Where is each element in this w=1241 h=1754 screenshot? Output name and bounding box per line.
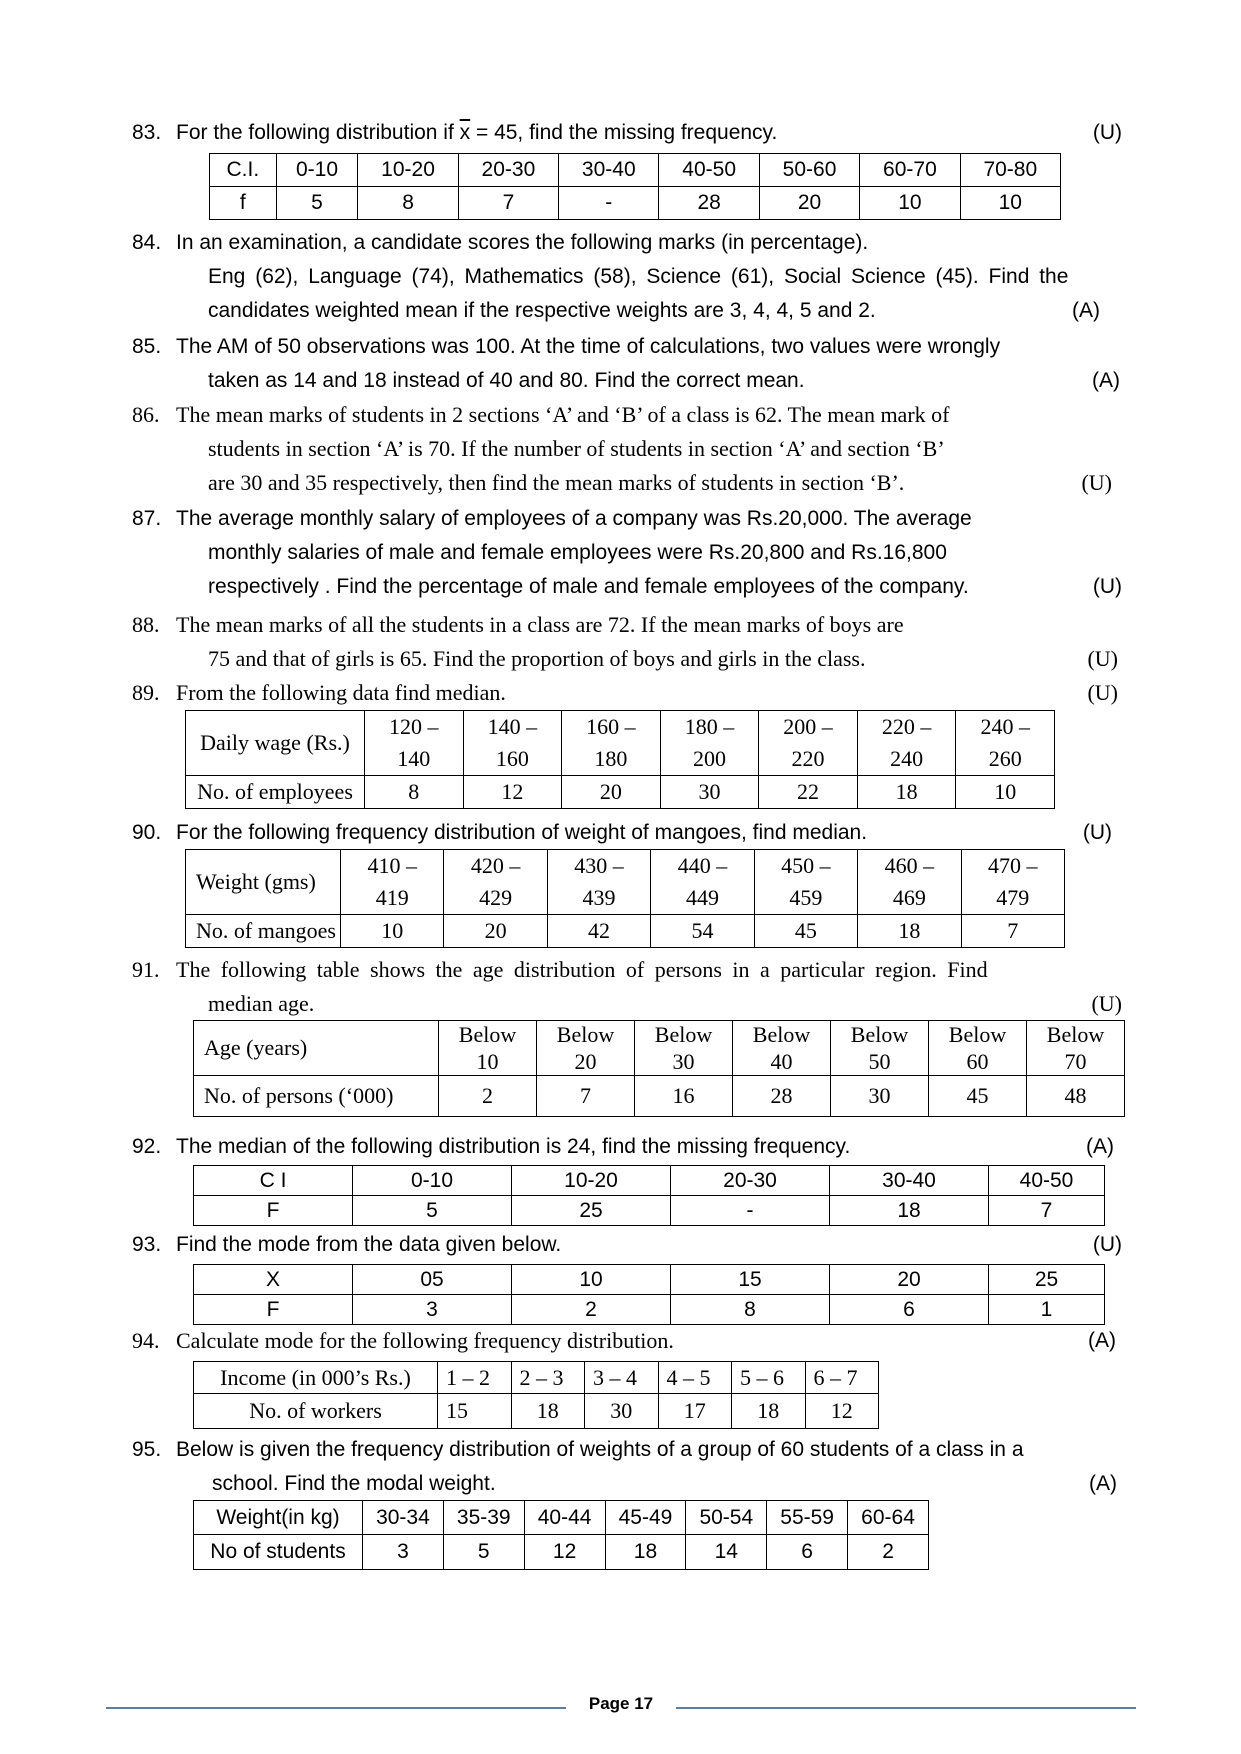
table-cell: 50 xyxy=(831,1049,929,1076)
table-cell: 5 xyxy=(276,187,358,220)
table-cell: 3 xyxy=(363,1535,444,1570)
table-row xyxy=(194,1295,1105,1325)
table-cell: 15 xyxy=(671,1265,830,1295)
question-93 xyxy=(132,1228,1122,1262)
table-cell: 200 – xyxy=(759,711,858,744)
table-cell: 12 xyxy=(463,776,562,809)
table-cell: 449 xyxy=(651,882,754,915)
table-cell: 260 xyxy=(956,743,1055,776)
table-cell: 2 – 3 xyxy=(511,1362,585,1394)
question-text: respectively . Find the percentage of male and female employees of the company. xyxy=(208,575,969,598)
table-cell: 6 – 7 xyxy=(805,1362,879,1394)
table-cell: 40-44 xyxy=(524,1501,605,1535)
table-cell: 8 xyxy=(671,1295,830,1325)
table-cell: 419 xyxy=(341,882,444,915)
question-94 xyxy=(132,1324,1116,1358)
table-cell: 28 xyxy=(733,1076,831,1117)
table-header-row xyxy=(194,1501,929,1535)
question-number: 87. xyxy=(132,507,162,530)
question-text: The median of the following distribution is 24, find the missing frequency. xyxy=(176,1135,851,1158)
question-number: 84. xyxy=(132,231,162,254)
table-cell: Below xyxy=(439,1021,537,1050)
table-cell: 20-30 xyxy=(671,1166,830,1196)
x-bar-symbol: $\overline{x}$ xyxy=(459,121,471,144)
difficulty-tag: (U) xyxy=(1087,680,1118,705)
table-cell: 0-10 xyxy=(276,154,358,187)
table-row-label: No. of persons (‘000) xyxy=(194,1076,439,1117)
table-row-label: Weight (gms) xyxy=(186,850,341,915)
page-footer xyxy=(106,1692,1136,1722)
table-cell: 8 xyxy=(358,187,458,220)
table-cell: 18 xyxy=(605,1535,686,1570)
table-q95 xyxy=(193,1500,929,1570)
table-cell: C I xyxy=(194,1166,353,1196)
difficulty-tag: (A) xyxy=(1092,369,1120,392)
table-header-row xyxy=(194,1265,1105,1295)
question-number: 92. xyxy=(132,1135,162,1158)
table-cell: 450 – xyxy=(754,850,857,883)
table-cell: No of students xyxy=(194,1535,363,1570)
question-88 xyxy=(132,608,1122,676)
table-row xyxy=(210,187,1061,220)
table-cell: 45 xyxy=(929,1076,1027,1117)
table-cell: 220 xyxy=(759,743,858,776)
table-cell: 60 xyxy=(929,1049,1027,1076)
table-cell: 1 – 2 xyxy=(438,1362,512,1394)
table-cell: 479 xyxy=(961,882,1064,915)
difficulty-tag: (A) xyxy=(1086,1135,1114,1158)
question-86 xyxy=(132,398,1122,500)
question-text: Find the mode from the data given below. xyxy=(176,1233,562,1256)
table-cell: 5 xyxy=(353,1196,512,1226)
table-cell: 4 – 5 xyxy=(658,1362,732,1394)
question-text: students in section ‘A’ is 70. If the number of students in section ‘A’ and section ‘B’ xyxy=(208,436,945,461)
table-cell: 430 – xyxy=(547,850,650,883)
question-text: The average monthly salary of employees of a company was Rs.20,000. The average xyxy=(176,507,972,530)
table-cell: 10-20 xyxy=(358,154,458,187)
table-row xyxy=(186,915,1065,948)
table-cell: Below xyxy=(635,1021,733,1050)
question-number: 86. xyxy=(132,402,160,427)
table-cell: f xyxy=(210,187,277,220)
question-number: 88. xyxy=(132,612,160,637)
table-row xyxy=(194,1535,929,1570)
table-cell: 16 xyxy=(635,1076,733,1117)
table-row xyxy=(194,1196,1105,1226)
table-header-row xyxy=(210,154,1061,187)
question-number: 85. xyxy=(132,335,162,358)
question-text: candidates weighted mean if the respective weights are 3, 4, 4, 5 and 2. xyxy=(208,299,876,322)
question-text: Calculate mode for the following frequency distribution. xyxy=(176,1328,674,1353)
table-cell: C.I. xyxy=(210,154,277,187)
table-header-row xyxy=(194,1166,1105,1196)
difficulty-tag: (U) xyxy=(1087,646,1118,671)
table-cell: 240 xyxy=(857,743,956,776)
question-text: are 30 and 35 respectively, then find the mean marks of students in section ‘B’. xyxy=(208,470,905,495)
table-cell: 20-30 xyxy=(458,154,558,187)
table-cell: 17 xyxy=(658,1394,732,1429)
table-cell: 2 xyxy=(512,1295,671,1325)
footer-rule-right xyxy=(676,1707,1136,1709)
table-header-row xyxy=(186,850,1065,883)
table-cell: 70-80 xyxy=(960,154,1060,187)
table-cell: 05 xyxy=(353,1265,512,1295)
question-85 xyxy=(132,330,1122,398)
question-number: 91. xyxy=(132,957,160,982)
table-cell: 30-40 xyxy=(830,1166,989,1196)
table-cell: 30 xyxy=(635,1049,733,1076)
question-text: monthly salaries of male and female employees were Rs.20,800 and Rs.16,800 xyxy=(208,541,947,564)
table-cell: 25 xyxy=(989,1265,1105,1295)
question-text: median age. xyxy=(208,991,315,1016)
table-q83 xyxy=(209,153,1061,220)
table-row xyxy=(186,776,1055,809)
table-cell: 120 – xyxy=(365,711,464,744)
table-cell: 54 xyxy=(651,915,754,948)
table-cell: 469 xyxy=(858,882,961,915)
table-row-label: No. of mangoes xyxy=(186,915,341,948)
table-cell: 410 – xyxy=(341,850,444,883)
table-cell: 180 xyxy=(562,743,661,776)
table-cell: 18 xyxy=(732,1394,806,1429)
table-cell: 12 xyxy=(805,1394,879,1429)
table-header-row xyxy=(186,711,1055,744)
table-cell: Below xyxy=(929,1021,1027,1050)
table-cell: 20 xyxy=(759,187,859,220)
question-text: For the following distribution if xyxy=(176,121,460,144)
table-header-row xyxy=(194,1362,879,1394)
table-q91 xyxy=(193,1020,1125,1117)
question-91 xyxy=(132,953,1122,1021)
table-cell: 10 xyxy=(439,1049,537,1076)
table-cell: 48 xyxy=(1027,1076,1125,1117)
table-cell: 40-50 xyxy=(659,154,759,187)
table-cell: 460 – xyxy=(858,850,961,883)
question-number: 95. xyxy=(132,1438,162,1461)
difficulty-tag: (U) xyxy=(1092,575,1122,598)
table-cell: 240 – xyxy=(956,711,1055,744)
table-cell: 40 xyxy=(733,1049,831,1076)
table-cell: 20 xyxy=(562,776,661,809)
table-cell: 10 xyxy=(341,915,444,948)
table-cell: 10-20 xyxy=(512,1166,671,1196)
table-cell: 25 xyxy=(512,1196,671,1226)
table-cell: 30 xyxy=(660,776,759,809)
table-q93 xyxy=(193,1264,1105,1325)
table-cell: 30 xyxy=(831,1076,929,1117)
question-number: 94. xyxy=(132,1328,160,1353)
table-cell: 10 xyxy=(960,187,1060,220)
table-cell: 42 xyxy=(547,915,650,948)
question-87 xyxy=(132,502,1122,604)
table-cell: 20 xyxy=(537,1049,635,1076)
table-cell: 55-59 xyxy=(767,1501,848,1535)
table-cell: F xyxy=(194,1196,353,1226)
table-cell: 70 xyxy=(1027,1049,1125,1076)
table-cell: 10 xyxy=(956,776,1055,809)
table-cell: 22 xyxy=(759,776,858,809)
table-cell: 50-60 xyxy=(759,154,859,187)
table-cell: 8 xyxy=(365,776,464,809)
difficulty-tag: (A) xyxy=(1089,1472,1117,1495)
table-cell: 12 xyxy=(524,1535,605,1570)
table-cell: No. of workers xyxy=(194,1394,438,1429)
page-number: Page 17 xyxy=(588,1694,654,1713)
table-cell: 5 – 6 xyxy=(732,1362,806,1394)
table-row xyxy=(194,1394,879,1429)
table-cell: 5 xyxy=(443,1535,524,1570)
difficulty-tag: (A) xyxy=(1088,1329,1116,1352)
table-cell: 45-49 xyxy=(605,1501,686,1535)
table-cell: 440 – xyxy=(651,850,754,883)
table-cell: 20 xyxy=(444,915,547,948)
table-cell: 18 xyxy=(857,776,956,809)
table-cell: F xyxy=(194,1295,353,1325)
table-cell: 18 xyxy=(511,1394,585,1429)
table-cell: 459 xyxy=(754,882,857,915)
table-cell: 2 xyxy=(439,1076,537,1117)
table-cell: 18 xyxy=(858,915,961,948)
question-text: The mean marks of students in 2 sections ‘A’ and ‘B’ of a class is 62. The mean mark of xyxy=(176,402,950,427)
table-cell: 10 xyxy=(512,1265,671,1295)
question-text: 75 and that of girls is 65. Find the proportion of boys and girls in the class. xyxy=(208,646,866,671)
table-cell: 420 – xyxy=(444,850,547,883)
question-text: The mean marks of all the students in a class are 72. If the mean marks of boys are xyxy=(176,612,904,637)
table-cell: 2 xyxy=(848,1535,929,1570)
table-cell: 28 xyxy=(659,187,759,220)
table-header-row xyxy=(194,1021,1125,1050)
table-cell: 30-34 xyxy=(363,1501,444,1535)
table-cell: 7 xyxy=(961,915,1064,948)
table-cell: 7 xyxy=(458,187,558,220)
question-number: 90. xyxy=(132,821,162,844)
table-cell: - xyxy=(559,187,659,220)
table-cell: Below xyxy=(733,1021,831,1050)
table-q92 xyxy=(193,1165,1105,1226)
table-cell: 20 xyxy=(830,1265,989,1295)
table-cell: 3 – 4 xyxy=(585,1362,659,1394)
table-row-label: Age (years) xyxy=(194,1021,439,1076)
table-cell: 470 – xyxy=(961,850,1064,883)
table-cell: 40-50 xyxy=(989,1166,1105,1196)
table-cell: 18 xyxy=(830,1196,989,1226)
question-text: = 45, find the missing frequency. xyxy=(470,121,778,144)
question-83 xyxy=(132,116,1122,150)
table-q89 xyxy=(185,710,1055,809)
table-row xyxy=(194,1076,1125,1117)
table-cell: Weight(in kg) xyxy=(194,1501,363,1535)
table-cell: 439 xyxy=(547,882,650,915)
question-text: From the following data find median. xyxy=(176,680,506,705)
question-90 xyxy=(132,816,1112,850)
table-cell: 140 – xyxy=(463,711,562,744)
difficulty-tag: (U) xyxy=(1092,1233,1122,1256)
question-text: Eng (62), Language (74), Mathematics (58), Science (61), Social Science (45). Find the xyxy=(208,265,1069,288)
table-cell: 14 xyxy=(686,1535,767,1570)
question-text: In an examination, a candidate scores the following marks (in percentage). xyxy=(176,231,869,254)
table-cell: Below xyxy=(831,1021,929,1050)
table-cell: 0-10 xyxy=(353,1166,512,1196)
table-cell: 180 – xyxy=(660,711,759,744)
question-89 xyxy=(132,676,1122,710)
table-cell: 50-54 xyxy=(686,1501,767,1535)
table-row-label: No. of employees xyxy=(186,776,365,809)
difficulty-tag: (U) xyxy=(1082,821,1112,844)
question-84 xyxy=(132,226,1114,328)
table-cell: 220 – xyxy=(857,711,956,744)
question-text: The following table shows the age distribution of persons in a particular region. Find xyxy=(176,957,988,982)
question-92 xyxy=(132,1130,1114,1164)
table-cell: Below xyxy=(537,1021,635,1050)
table-cell: 200 xyxy=(660,743,759,776)
question-number: 89. xyxy=(132,680,160,705)
table-cell: 1 xyxy=(989,1295,1105,1325)
table-q90 xyxy=(185,849,1065,948)
table-cell: 7 xyxy=(989,1196,1105,1226)
question-text: Below is given the frequency distribution of weights of a group of 60 students of a class in a xyxy=(176,1438,1024,1461)
table-cell: 6 xyxy=(767,1535,848,1570)
table-q94 xyxy=(193,1361,879,1429)
table-cell: 160 xyxy=(463,743,562,776)
difficulty-tag: (U) xyxy=(1081,470,1112,495)
question-number: 93. xyxy=(132,1233,162,1256)
table-cell: 45 xyxy=(754,915,857,948)
question-text: school. Find the modal weight. xyxy=(212,1472,496,1495)
table-cell: 35-39 xyxy=(443,1501,524,1535)
difficulty-tag: (A) xyxy=(1072,299,1100,322)
table-cell: 160 – xyxy=(562,711,661,744)
table-cell: 30-40 xyxy=(559,154,659,187)
question-text: taken as 14 and 18 instead of 40 and 80. Find the correct mean. xyxy=(208,369,805,392)
table-cell: 140 xyxy=(365,743,464,776)
table-cell: 30 xyxy=(585,1394,659,1429)
table-cell: 429 xyxy=(444,882,547,915)
table-cell: 7 xyxy=(537,1076,635,1117)
table-cell: 15 xyxy=(438,1394,512,1429)
table-cell: 60-64 xyxy=(848,1501,929,1535)
question-95 xyxy=(132,1433,1117,1501)
table-cell: 10 xyxy=(860,187,960,220)
table-cell: Below xyxy=(1027,1021,1125,1050)
question-number: 83. xyxy=(132,121,162,144)
table-cell: 3 xyxy=(353,1295,512,1325)
difficulty-tag: (U) xyxy=(1091,991,1122,1016)
table-cell: Income (in 000’s Rs.) xyxy=(194,1362,438,1394)
table-cell: 60-70 xyxy=(860,154,960,187)
table-row-label: Daily wage (Rs.) xyxy=(186,711,365,776)
table-cell: X xyxy=(194,1265,353,1295)
difficulty-tag: (U) xyxy=(1092,121,1122,144)
table-cell: 6 xyxy=(830,1295,989,1325)
question-text: The AM of 50 observations was 100. At the time of calculations, two values were wrongly xyxy=(176,335,1001,358)
question-text: For the following frequency distribution of weight of mangoes, find median. xyxy=(176,821,868,844)
table-cell: - xyxy=(671,1196,830,1226)
